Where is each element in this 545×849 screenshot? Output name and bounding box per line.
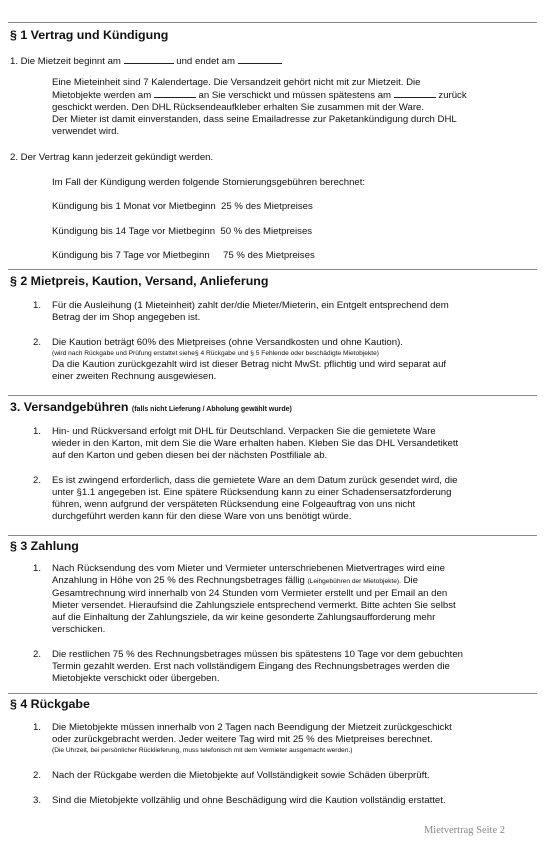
- section-title-5: § 4 Rückgabe: [10, 697, 90, 711]
- detail-line: verwendet wird.: [52, 126, 120, 137]
- ship-label: Mietobjekte werden am: [52, 90, 152, 101]
- clause-line: wieder in den Karton, mit dem Sie die Ware erhalten haben. Kleben Sie das DHL Versandetikett: [52, 438, 459, 449]
- detail-line: geschickt werden. Den DHL Rücksendeaufkleber erhalten Sie zusammen mit der Ware.: [52, 102, 425, 113]
- clause-line: auf den Karton und geben diesen bei der nächsten Postfiliale ab.: [52, 450, 328, 461]
- late-return-clause: [52, 475, 522, 523]
- return-note: (Die Uhrzeit, bei persönlicher Rücklieferung, muss telefonisch mit dem Vermieter ausgemacht werden.): [52, 747, 353, 754]
- rental-period-line: [10, 55, 282, 68]
- item-number: 1.: [33, 722, 42, 733]
- start-date-field: [124, 55, 174, 64]
- section-title-note: (falls nicht Lieferung / Abholung gewählt wurde): [131, 406, 292, 413]
- clause-line: Für die Ausleihung (1 Mieteinheit) zahlt der/die Mieter/Mieterin, ein Entgelt entsprechend dem: [52, 300, 449, 311]
- ship-date-field: [154, 89, 196, 98]
- divider: [8, 535, 537, 536]
- clause-line: Hin- und Rückversand erfolgt mit DHL für Deutschland. Verpacken Sie die gemietete Ware: [52, 426, 436, 437]
- clause-line: Mietobjekte verschickt oder übergeben.: [52, 673, 220, 684]
- clause-line: Nach Rücksendung des vom Mieter und Vermieter unterschriebenen Mietvertrages wird eine: [52, 563, 446, 574]
- return-date-field: [394, 89, 436, 98]
- item-number: 1.: [33, 300, 42, 311]
- clause-note: (Leihgebühren der Mietobjekte).: [307, 578, 401, 585]
- clause-line: [52, 575, 522, 588]
- clause-line: Die Kaution beträgt 60% des Mietpreises (ohne Versandkosten und ohne Kaution).: [52, 337, 403, 348]
- clause-line: oder zurückgebracht werden. Jeder weitere Tag wird mit 25 % des Mietpreises berechnet.: [52, 734, 433, 745]
- termination-clause: 2. Der Vertrag kann jederzeit gekündigt werden.: [10, 152, 214, 163]
- payment-balance-clause: [52, 649, 522, 685]
- deposit-clause: [52, 337, 522, 383]
- clause-line: Termin gezahlt werden. Erst nach vollständigem Eingang des Rechnungsbetrages werden die: [52, 661, 450, 672]
- clause-line: auf die Einhaltung der Zahlungsziele, da wir keine gesonderte Zahlungsaufforderung mehr: [52, 612, 436, 623]
- detail-line: Der Mieter ist damit einverstanden, dass seine Emailadresse zur Paketankündigung durch DHL: [52, 114, 457, 125]
- page-footer: Mietvertrag Seite 2: [423, 825, 505, 836]
- payment-deposit-clause: [52, 563, 522, 636]
- clause-line: einer zweiten Rechnung ausgewiesen.: [52, 371, 217, 382]
- inspection-clause: Nach der Rückgabe werden die Mietobjekte auf Vollständigkeit sowie Schäden überprüft.: [52, 770, 430, 781]
- cancellation-fee-1: Kündigung bis 1 Monat vor Mietbeginn 25 % des Mietpreises: [52, 201, 313, 212]
- deposit-note: (wird nach Rückgabe und Prüfung erstattet siehe§ 4 Rückgabe und § 5 Fehlende oder beschädigte Mietobjekte): [52, 350, 379, 357]
- section-title-text: 3. Versandgebühren: [10, 400, 129, 414]
- clause-line: Da die Kaution zurückgezahlt wird ist dieser Betrag nicht MwSt. pflichtig und wird separat auf: [52, 359, 447, 370]
- divider: [8, 693, 537, 694]
- divider: [8, 269, 537, 270]
- divider: [8, 22, 537, 23]
- divider: [8, 395, 537, 396]
- item-number: 2.: [33, 337, 42, 348]
- shipping-dates-line: [52, 89, 522, 102]
- shipping-clause: [52, 426, 522, 462]
- clause-line: Es ist zwingend erforderlich, dass die gemietete Ware an dem Datum zurück gesendet wird, die: [52, 475, 458, 486]
- item-number: 1.: [33, 426, 42, 437]
- rental-period-details: [52, 77, 522, 138]
- section-title-4: § 3 Zahlung: [10, 539, 79, 553]
- clause-text: Anzahlung in Höhe von 25 % des Rechnungsbetrages fällig: [52, 575, 305, 586]
- item-number: 1.: [33, 563, 42, 574]
- rental-start-label: 1. Die Mietzeit beginnt am: [10, 56, 121, 67]
- return-clause: [52, 722, 522, 755]
- section-title-2: § 2 Mietpreis, Kaution, Versand, Anlieferung: [10, 274, 269, 288]
- cancellation-intro: Im Fall der Kündigung werden folgende Stornierungsgebühren berechnet:: [52, 177, 366, 188]
- clause-line: Die Mietobjekte müssen innerhalb von 2 Tagen nach Beendigung der Mietzeit zurückgeschickt: [52, 722, 452, 733]
- deposit-refund-clause: Sind die Mietobjekte vollzählig und ohne Beschädigung wird die Kaution vollständig erstattet.: [52, 795, 446, 806]
- clause-line: durchgeführt werden kann für den diese Ware von uns benötigt würde.: [52, 511, 352, 522]
- clause-line: Betrag der im Shop angegeben ist.: [52, 312, 201, 323]
- item-number: 2.: [33, 649, 42, 660]
- clause-line: führen, wenn aufgrund der verspäteten Rücksendung eine Folgeauftrag von uns nicht: [52, 499, 416, 510]
- return-suffix: zurück: [438, 90, 467, 101]
- end-date-field: [238, 55, 282, 64]
- clause-text: Die: [403, 575, 419, 586]
- rental-fee-clause: [52, 300, 522, 324]
- cancellation-fee-2: Kündigung bis 14 Tage vor Mietbeginn 50 % des Mietpreises: [52, 226, 313, 237]
- clause-line: unter §1.1 angegeben ist. Eine spätere Rücksendung kann zu einer Schadensersatzforderung: [52, 487, 452, 498]
- item-number: 3.: [33, 795, 42, 806]
- rental-end-label: und endet am: [176, 56, 235, 67]
- clause-line: Die restlichen 75 % des Rechnungsbetrages müssen bis spätestens 10 Tage vor dem gebuchten: [52, 649, 464, 660]
- item-number: 2.: [33, 770, 42, 781]
- clause-line: verschicken.: [52, 624, 106, 635]
- clause-line: Mieter versendet. Hieraufsind die Zahlungsziele entsprechend vermerkt. Bitte achten Sie selbst: [52, 600, 456, 611]
- section-title-1: § 1 Vertrag und Kündigung: [10, 28, 169, 42]
- return-label: an Sie verschickt und müssen spätestens am: [198, 90, 392, 101]
- cancellation-fee-3: Kündigung bis 7 Tage vor Mietbeginn 75 % des Mietpreises: [52, 250, 315, 261]
- section-title-3: [10, 400, 292, 414]
- item-number: 2.: [33, 475, 42, 486]
- detail-line: Eine Mieteinheit sind 7 Kalendertage. Die Versandzeit gehört nicht mit zur Mietzeit. Die: [52, 77, 421, 88]
- clause-line: Gesamtrechnung wird innerhalb von 24 Stunden vom Vermieter erstellt und per Email an den: [52, 588, 448, 599]
